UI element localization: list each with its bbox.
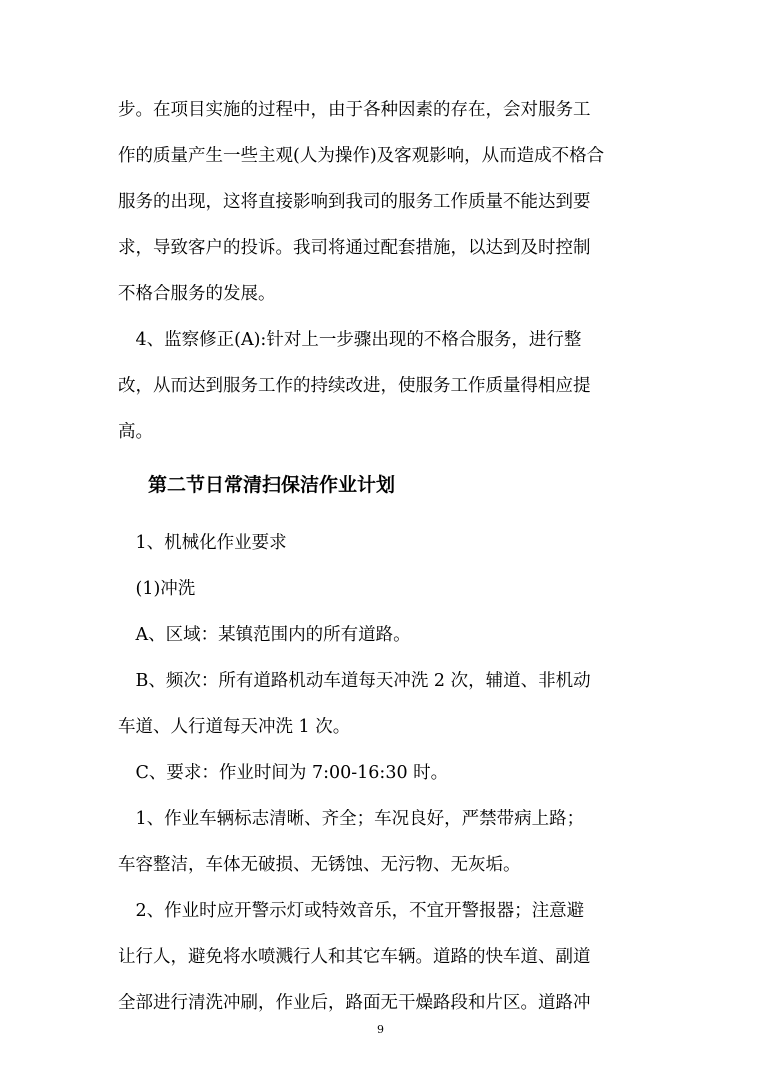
paragraph-line-1: 步。在项目实施的过程中，由于各种因素的存在，会对服务工 — [118, 100, 591, 120]
paragraph-line-9: 1、机械化作业要求 — [118, 533, 287, 553]
paragraph-line-3: 服务的出现，这将直接影响到我司的服务工作质量不能达到要 — [118, 192, 591, 212]
paragraph-line-16: 车容整洁，车体无破损、无锈蚀、无污物、无灰垢。 — [118, 855, 521, 875]
paragraph-line-12: B、频次：所有道路机动车道每天冲洗 2 次，辅道、非机动 — [118, 671, 591, 691]
paragraph-line-2: 作的质量产生一些主观(人为操作)及客观影响，从而造成不格合 — [118, 146, 605, 166]
paragraph-line-17: 2、作业时应开警示灯或特效音乐，不宜开警报器；注意避 — [118, 901, 585, 921]
paragraph-line-19: 全部进行清洗冲刷，作业后，路面无干燥路段和片区。道路冲 — [118, 993, 591, 1013]
paragraph-line-4: 求，导致客户的投诉。我司将通过配套措施，以达到及时控制 — [118, 238, 591, 258]
paragraph-line-7: 改，从而达到服务工作的持续改进，使服务工作质量得相应提 — [118, 376, 591, 396]
paragraph-line-11: A、区域：某镇范围内的所有道路。 — [118, 625, 411, 645]
paragraph-line-8: 高。 — [118, 422, 153, 442]
paragraph-line-15: 1、作业车辆标志清晰、齐全；车况良好，严禁带病上路； — [118, 809, 585, 829]
paragraph-line-6: 4、监察修正(A):针对上一步骤出现的不格合服务，进行整 — [118, 330, 582, 350]
paragraph-line-5: 不格合服务的发展。 — [118, 284, 276, 304]
section-heading: 第二节日常清扫保洁作业计划 — [148, 474, 396, 496]
paragraph-line-13: 车道、人行道每天冲洗 1 次。 — [118, 717, 351, 737]
paragraph-line-10: (1)冲洗 — [118, 579, 196, 599]
paragraph-line-14: C、要求：作业时间为 7:00-16:30 时。 — [118, 763, 449, 783]
page-number: 9 — [377, 1023, 384, 1036]
paragraph-line-18: 让行人，避免将水喷溅行人和其它车辆。道路的快车道、副道 — [118, 947, 591, 967]
